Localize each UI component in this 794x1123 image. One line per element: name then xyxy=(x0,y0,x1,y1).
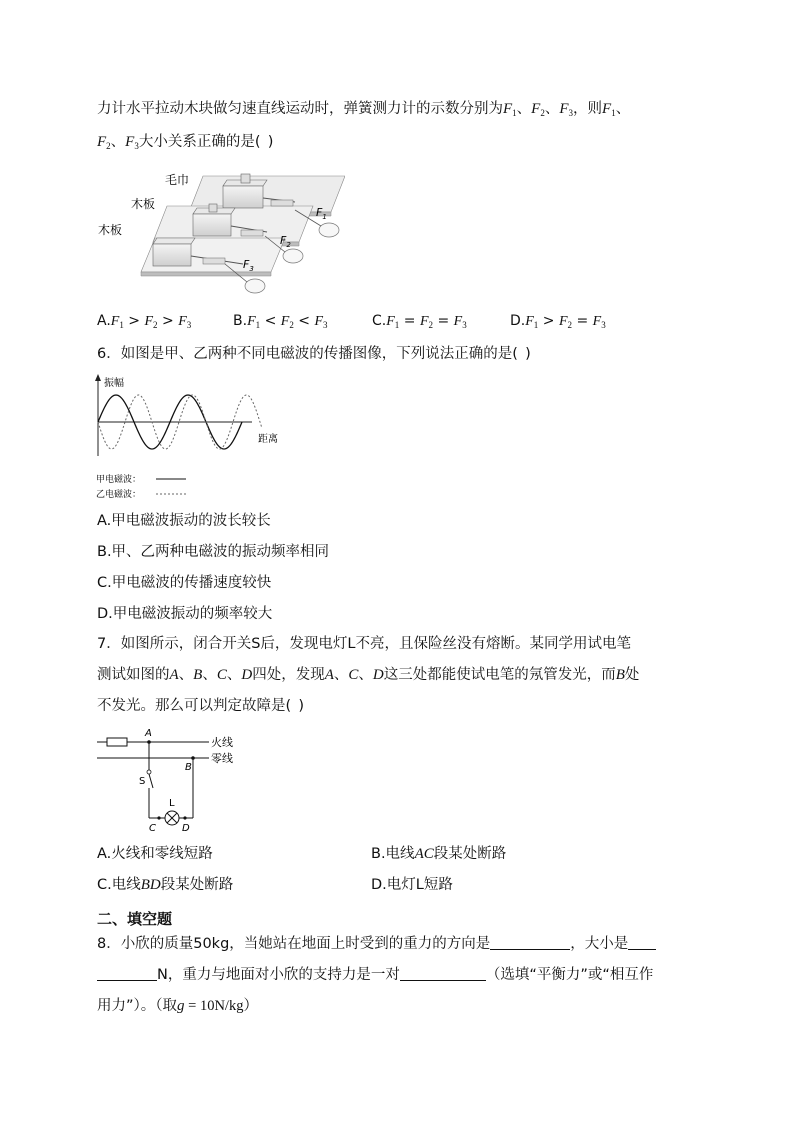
x-axis-label: 距离 xyxy=(258,434,278,445)
q7-option-c[interactable]: C.电线BD段某处断路 xyxy=(97,877,234,893)
q6-option-a[interactable]: A.甲电磁波振动的波长较长 xyxy=(97,513,271,529)
label-towel: 毛巾 xyxy=(165,173,190,187)
q6-option-b[interactable]: B.甲、乙两种电磁波的振动频率相同 xyxy=(97,544,330,560)
f3-var: $F_3$ xyxy=(559,101,574,118)
q5-friction-figure xyxy=(95,168,345,298)
q8-blank-direction[interactable] xyxy=(490,935,570,950)
q5-then: ，则 xyxy=(573,101,603,117)
q5-option-a[interactable]: $A.F_1 > F_2 > F_3$ xyxy=(97,313,192,330)
q5-stem-line2 xyxy=(97,132,273,156)
live-label: 火线 xyxy=(211,736,233,749)
q7-stem-line3: 不发光。那么可以判定故障是( ) xyxy=(97,698,305,714)
q5-option-d[interactable]: $D.F_1 > F_2 = F_3$ xyxy=(510,313,606,330)
q7-stem-line2: 测试如图的A、B、C、D四处，发现A、C、D这三处都能使试电笔的氖管发光，而B处 xyxy=(97,667,640,683)
q7-option-b[interactable]: B.电线AC段某处断路 xyxy=(371,846,507,862)
switch-s xyxy=(149,774,153,788)
q5-text: 大小关系正确的是( ) xyxy=(138,134,274,150)
legend-b-label: 乙电磁波： xyxy=(96,490,142,500)
f3-var: $F_3$ xyxy=(125,134,139,151)
q8-blank-magnitude-part2[interactable] xyxy=(97,966,157,981)
label-board: 木板 xyxy=(131,197,156,211)
hand-icon xyxy=(319,223,339,237)
label-f3: $F_3$ xyxy=(243,258,254,273)
fuse-icon xyxy=(107,738,127,746)
q5-option-b[interactable]: $B.F_1 < F_2 < F_3$ xyxy=(233,313,328,330)
label-board2: 木板 xyxy=(98,223,123,237)
q5-sep: 、 xyxy=(544,101,560,117)
y-axis-label: 振幅 xyxy=(104,378,124,389)
q5-sep: 、 xyxy=(516,101,532,117)
node-b-label: B xyxy=(185,762,192,773)
q8-blank-magnitude-part1[interactable] xyxy=(628,935,656,950)
q5-option-c[interactable]: $C.F_1 = F_2 = F_3$ xyxy=(372,313,467,330)
q8-line1: 8．小欣的质量50kg，当她站在地面上时受到的重力的方向是 ，大小是 xyxy=(97,934,656,954)
q8-line3: 用力”）。（取g = 10N/kg） xyxy=(97,998,258,1014)
label-f1: $F_1$ xyxy=(316,206,327,221)
node-c-label: C xyxy=(149,823,156,834)
q7-stem-line1: 7．如图所示，闭合开关S后，发现电灯L不亮，且保险丝没有熔断。某同学用试电笔 xyxy=(97,636,632,652)
q6-wave-figure xyxy=(92,372,292,502)
q5-stem-line1 xyxy=(97,99,630,123)
q8-blank-force-pair[interactable] xyxy=(400,966,486,981)
neutral-label: 零线 xyxy=(211,752,233,765)
q5-sep: 、 xyxy=(110,134,126,150)
section-title-fill-in: 二、填空题 xyxy=(97,910,173,928)
q7-option-d[interactable]: D.电灯L短路 xyxy=(371,877,453,893)
legend-a-label: 甲电磁波： xyxy=(96,475,142,485)
q5-sep: 、 xyxy=(615,101,631,117)
f2-var: $F_2$ xyxy=(97,134,111,151)
node-a-label: A xyxy=(145,728,152,739)
switch-label: S xyxy=(139,776,146,787)
f1-var: $F_1$ xyxy=(503,101,517,118)
hand-icon xyxy=(245,279,265,293)
hand-icon xyxy=(283,249,303,263)
f2-var: $F_2$ xyxy=(531,101,545,118)
lamp-icon xyxy=(165,811,179,825)
q5-text: 力计水平拉动木块做匀速直线运动时，弹簧测力计的示数分别为 xyxy=(97,101,503,117)
node-d-label: D xyxy=(182,823,190,834)
q7-circuit-figure xyxy=(97,726,247,836)
q6-option-d[interactable]: D.甲电磁波振动的频率较大 xyxy=(97,606,273,622)
q8-line2: N，重力与地面对小欣的支持力是一对 （选填“平衡力”或“相互作 xyxy=(97,965,653,985)
y-axis-arrow xyxy=(95,374,101,381)
q6-stem: 6．如图是甲、乙两种不同电磁波的传播图像，下列说法正确的是( ) xyxy=(97,346,531,362)
label-f2: $F_2$ xyxy=(280,234,291,249)
lamp-label: L xyxy=(169,798,175,809)
f1-var: $F_1$ xyxy=(602,101,616,118)
q7-option-a[interactable]: A.火线和零线短路 xyxy=(97,846,213,862)
q6-option-c[interactable]: C.甲电磁波的传播速度较快 xyxy=(97,575,272,591)
